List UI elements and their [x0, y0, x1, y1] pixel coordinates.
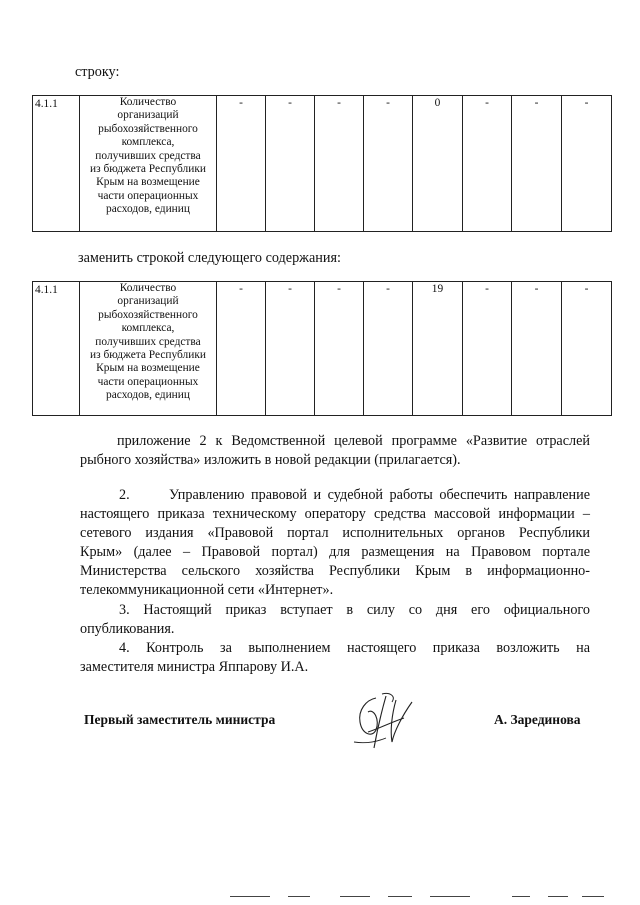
table-new-value-3: -: [315, 282, 364, 416]
handwritten-signature: [346, 692, 422, 754]
footer-mark: [388, 896, 412, 897]
footer-mark: [548, 896, 568, 897]
table-new-value-4: -: [364, 282, 413, 416]
table-old-value-3: -: [315, 96, 364, 232]
table-new-value-1: -: [217, 282, 266, 416]
para3-line-2: опубликования.: [80, 621, 175, 637]
para3-line-1: 3. Настоящий приказ вступает в силу со дня его официального: [119, 602, 590, 618]
signatory-name: А. Зарединова: [494, 712, 581, 727]
para2-line-4: Крым» (далее – Правовой портал) для размещения на Правовом портале: [80, 544, 590, 560]
appendix-line-1: приложение 2 к Ведомственной целевой программе «Развитие отраслей: [117, 433, 590, 449]
replace-label: заменить строкой следующего содержания:: [78, 250, 341, 266]
para2-line-6: телекоммуникационной сети «Интернет».: [80, 582, 334, 598]
footer-mark: [288, 896, 310, 897]
table-old-value-1: -: [217, 96, 266, 232]
footer-mark: [582, 896, 604, 897]
table-old-row: [32, 95, 612, 232]
table-new-value-8: -: [562, 282, 612, 416]
table-old-value-8: -: [562, 96, 612, 232]
table-old-number: 4.1.1: [33, 96, 80, 232]
signatory-position: Первый заместитель министра: [84, 712, 276, 727]
table-new-value-6: -: [463, 282, 512, 416]
footer-mark: [430, 896, 470, 897]
para2-line-2: настоящего приказа техническому оператору средства массовой информации –: [80, 506, 590, 522]
table-new-number: 4.1.1: [33, 282, 80, 416]
intro-label: строку:: [75, 64, 120, 80]
table-new-row: [32, 281, 612, 416]
table-new-value-7: -: [512, 282, 562, 416]
table-new-value-2: -: [266, 282, 315, 416]
para2-line-1: 2. Управлению правовой и судебной работы обеспечить направление: [119, 487, 590, 503]
appendix-line-2: рыбного хозяйства» изложить в новой редакции (прилагается).: [80, 452, 461, 468]
table-old-description: Количество организаций рыбохозяйственного комплекса, получивших средства из бюджета Республики Крым на возмещение части операционных расходов, единиц: [80, 96, 217, 232]
para2-line-3: сетевого издания «Правовой портал исполнительных органов Республики: [80, 525, 590, 541]
table-old-value-4: -: [364, 96, 413, 232]
table-old-value-6: -: [463, 96, 512, 232]
table-old-value-5: 0: [413, 96, 463, 232]
table-new-value-5: 19: [413, 282, 463, 416]
para4-line-2: заместителя министра Яппарову И.А.: [80, 659, 309, 675]
para4-line-1: 4. Контроль за выполнением настоящего приказа возложить на: [119, 640, 590, 656]
table-old-value-7: -: [512, 96, 562, 232]
table-new-description: Количество организаций рыбохозяйственного комплекса, получивших средства из бюджета Республики Крым на возмещение части операционных расходов, единиц: [80, 282, 217, 416]
footer-mark: [230, 896, 270, 897]
table-old-value-2: -: [266, 96, 315, 232]
footer-mark: [512, 896, 530, 897]
footer-mark: [340, 896, 370, 897]
para2-line-5: Министерства сельского хозяйства Республики Крым в информационно-: [80, 563, 590, 579]
